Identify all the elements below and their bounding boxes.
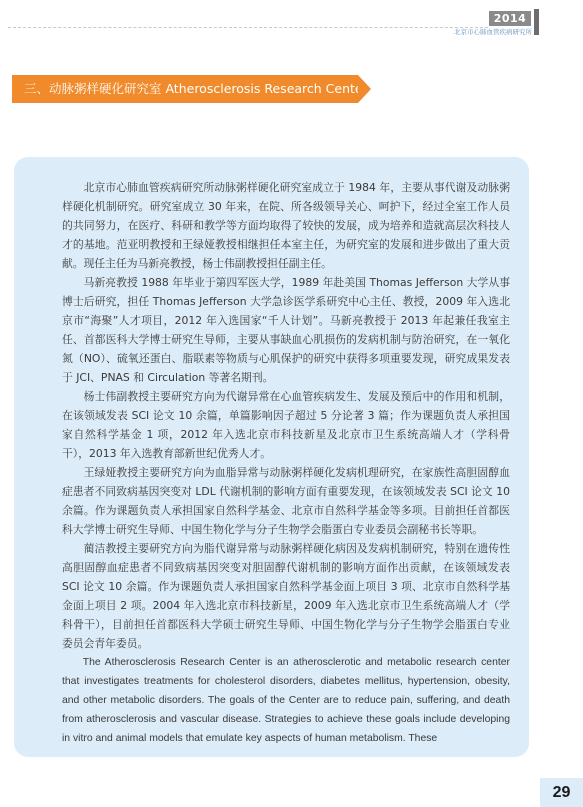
year-badge: 2014: [489, 11, 531, 26]
paragraph-lin-jie: 蔺洁教授主要研究方向为脂代谢异常与动脉粥样硬化病因及发病机制研究，特别在遗传性高胆固醇血症患者不同致病基因突变对胆固醇代谢机制的影响方面作出贡献，在该领域发表 SCI 论文 10 余篇。作为课题负责人承担国家自然科学基金面上项目 3 项、北京市自然科学基金面上项目 2 项。2004 年入选北京市科技新星，2009 年入选北京市卫生系统高端人才（学科骨干），目前担任首都医科大学硕士研究生导师、中国生物化学与分子生物学会脂蛋白专业委员会青年委员。: [62, 542, 510, 650]
page-number: 29: [540, 778, 583, 807]
paragraph-yang-shiwei: 杨士伟副教授主要研究方向为代谢异常在心血管疾病发生、发展及预后中的作用和机制，在该领域发表 SCI 论文 10 余篇，单篇影响因子超过 5 分论著 3 篇；作为课题负责人承担国家自然科学基金 1 项，2012 年入选北京市科技新星及北京市卫生系统高端人才（学科骨干），2013 年入选教育部新世纪优秀人才。: [62, 390, 510, 460]
section-title-arrow: [358, 75, 371, 103]
content-panel: [14, 157, 529, 757]
year-badge-bar: [534, 9, 539, 35]
header-subtitle: 北京市心肺血管疾病研究所: [454, 28, 532, 36]
paragraph-wang-lvya: 王绿娅教授主要研究方向为血脂异常与动脉粥样硬化发病机理研究，在家族性高胆固醇血症患者不同致病基因突变对 LDL 代谢机制的影响方面有重要发现，在该领域发表 SCI 论文 10 余篇。作为课题负责人承担国家自然科学基金、北京市自然科学基金等多项。目前担任首都医科大学博士研究生导师、中国生物化学与分子生物学会脂蛋白专业委员会副秘书长等职。: [62, 466, 510, 536]
paragraph-intro: 北京市心肺血管疾病研究所动脉粥样硬化研究室成立于 1984 年，主要从事代谢及动脉粥样硬化机制研究。研究室成立 30 年来，在院、所各级领导关心、呵护下，经过全室工作人员的共同努力，在医疗、科研和教学等方面均取得了较快的发展，成为培养和造就高层次科技人才的基地。范亚明教授和王绿娅教授相继担任本室主任，为研究室的发展和进步做出了重大贡献。现任主任为马新亮教授，杨士伟副教授担任副主任。: [62, 181, 510, 270]
header-divider: [8, 27, 488, 28]
paragraph-english: The Atherosclerosis Research Center is an atherosclerotic and metabolic research center that investigates treatments for cholesterol disorders, diabetes mellitus, hypertension, obesity, and other metabolic disorders. The goals of the Center are to reduce pain, suffering, and death from atherosclerosis and vascular disease. Strategies to achieve these goals include developing in vitro and animal models that emulate key aspects of human metabolism. These: [62, 657, 510, 744]
section-title: 三、动脉粥样硬化研究室 Atherosclerosis Research Center: [12, 75, 358, 103]
paragraph-ma-xinliang: 马新亮教授 1988 年毕业于第四军医大学，1989 年赴美国 Thomas Jefferson 大学从事博士后研究，担任 Thomas Jefferson 大学急诊医学系研究中心主任、教授，2009 年入选北京市“海聚”人才项目，2012 年入选国家“千人计划”。马新亮教授于 2013 年起兼任我室主任、首都医科大学博士研究生导师，主要从事缺血心肌损伤的发病机制与防治研究，在一氧化氮（NO）、硫氧还蛋白、脂联素等物质与心肌保护的研究中获得多项重要发现，研究成果发表于 JCI、PNAS 和 Circulation 等著名期刊。: [62, 276, 510, 384]
